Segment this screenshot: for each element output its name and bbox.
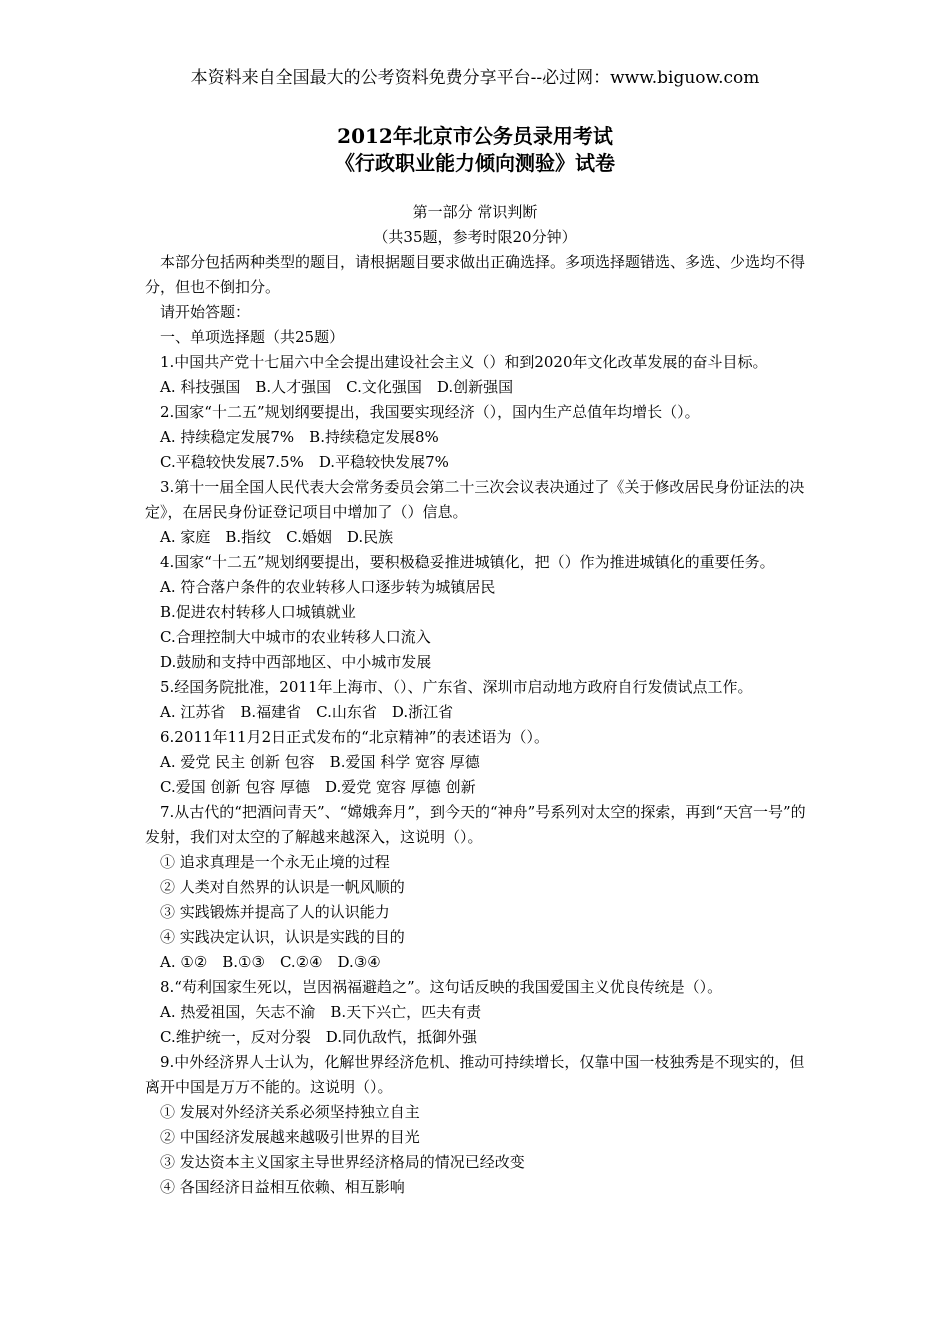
answer-options: A. 持续稳定发展7% B.持续稳定发展8%: [160, 428, 439, 446]
question: 2.国家“十二五”规划纲要提出，我国要实现经济（），国内生产总值年均增长（）。: [160, 403, 700, 421]
document-title: 2012年北京市公务员录用考试: [337, 124, 613, 148]
document-body: [145, 250, 807, 1200]
answer-options: A. 科技强国 B.人才强国 C.文化强国 D.创新强国: [160, 378, 514, 396]
question: 1.中国共产党十七届六中全会提出建设社会主义（）和到2020年文化改革发展的奋斗目标。: [160, 353, 768, 371]
answer-options: A. ①② B.①③ C.②④ D.③④: [160, 953, 381, 971]
answer-option: A. 符合落户条件的农业转移人口逐步转为城镇居民: [160, 578, 496, 596]
question: 5.经国务院批准，2011年上海市、（）、广东省、深圳市启动地方政府自行发债试点工作。: [160, 678, 753, 696]
statement: ③ 发达资本主义国家主导世界经济格局的情况已经改变: [160, 1153, 525, 1171]
question: 9.中外经济界人士认为，化解世界经济危机、推动可持续增长，仅靠中国一枝独秀是不现实的，但离开中国是万万不能的。这说明（）。: [145, 1053, 805, 1096]
answer-option: B.促进农村转移人口城镇就业: [160, 603, 356, 621]
answer-option: C.合理控制大中城市的农业转移人口流入: [160, 628, 431, 646]
document-subtitle: 《行政职业能力倾向测验》试卷: [335, 151, 615, 175]
answer-options: A. 爱党 民主 创新 包容 B.爱国 科学 宽容 厚德: [160, 753, 480, 771]
question: 3.第十一届全国人民代表大会常务委员会第二十三次会议表决通过了《关于修改居民身份证法的决定》，在居民身份证登记项目中增加了（）信息。: [145, 478, 805, 521]
statement: ④ 实践决定认识，认识是实践的目的: [160, 928, 405, 946]
section-subheading: （共35题，参考时限20分钟）: [373, 228, 577, 246]
question: 4.国家“十二五”规划纲要提出，要积极稳妥推进城镇化，把（）作为推进城镇化的重要任务。: [160, 553, 775, 571]
answer-options: C.维护统一，反对分裂 D.同仇敌忾，抵御外强: [160, 1028, 477, 1046]
statement: ③ 实践锻炼并提高了人的认识能力: [160, 903, 390, 921]
question: 8.“苟利国家生死以，岂因祸福避趋之”。这句话反映的我国爱国主义优良传统是（）。: [160, 978, 723, 996]
section-heading: 第一部分 常识判断: [412, 203, 538, 221]
statement: ① 追求真理是一个永无止境的过程: [160, 853, 390, 871]
paragraph: 请开始答题：: [160, 303, 251, 321]
question: 6.2011年11月2日正式发布的“北京精神”的表述语为（）。: [160, 728, 549, 746]
statement: ① 发展对外经济关系必须坚持独立自主: [160, 1103, 420, 1121]
statement: ② 人类对自然界的认识是一帆风顺的: [160, 878, 405, 896]
answer-options: C.平稳较快发展7.5% D.平稳较快发展7%: [160, 453, 449, 471]
paragraph: 一、单项选择题（共25题）: [160, 328, 345, 346]
answer-options: C.爱国 创新 包容 厚德 D.爱党 宽容 厚德 创新: [160, 778, 476, 796]
statement: ② 中国经济发展越来越吸引世界的目光: [160, 1128, 420, 1146]
page-header: 本资料来自全国最大的公考资料免费分享平台--必过网：www.biguow.com: [190, 68, 760, 88]
answer-options: A. 江苏省 B.福建省 C.山东省 D.浙江省: [160, 703, 454, 721]
paragraph: 本部分包括两种类型的题目，请根据题目要求做出正确选择。多项选择题错选、多选、少选均不得分，但也不倒扣分。: [145, 253, 806, 296]
answer-option: D.鼓励和支持中西部地区、中小城市发展: [160, 653, 432, 671]
question: 7.从古代的“把酒问青天”、“嫦娥奔月”，到今天的“神舟”号系列对太空的探索，再到“天宫一号”的发射，我们对太空的了解越来越深入，这说明（）。: [145, 803, 806, 846]
statement: ④ 各国经济日益相互依赖、相互影响: [160, 1178, 405, 1196]
answer-options: A. 热爱祖国，矢志不渝 B.天下兴亡，匹夫有责: [160, 1003, 482, 1021]
answer-options: A. 家庭 B.指纹 C.婚姻 D.民族: [160, 528, 394, 546]
